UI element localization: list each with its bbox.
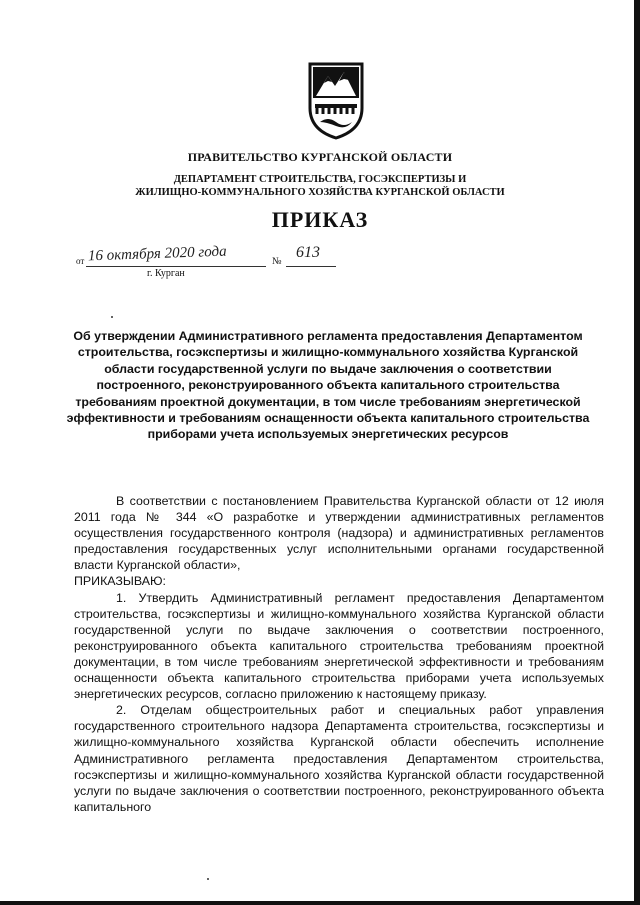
item-1-paragraph: 1. Утвердить Административный регламент предоставления Департаментом строительства, госэкспертизы и жилищно-коммунального хозяйства Курганской области государственной услуги по выдаче заключения о соответствии построенного, реконструированного объекта капитального строительства требованиям проектной документации, в том числе требованиям энергетической эффективности и требованиям оснащенности объекта капитального строительства приборами учета используемых энергетических ресурсов, согласно приложению к настоящему приказу. [74,590,604,702]
department-line-1: ДЕПАРТАМЕНТ СТРОИТЕЛЬСТВА, ГОСЭКСПЕРТИЗЫ И [173,174,467,185]
order-word: ПРИКАЗЫВАЮ: [74,574,166,589]
date-underline [86,266,266,267]
city: г. Курган [147,268,185,279]
scan-speck [111,316,113,318]
number-label: № [272,256,282,267]
preamble-paragraph: В соответствии с постановлением Правительства Курганской области от 12 июля 2011 года № 344 «О разработке и утверждении административных регламентов осуществления государственного контроля (надзора) и административных регламентов предоставления государственных услуг исполнительными органами государственной власти Курганской области», [74,494,604,573]
scan-edge-bottom [0,901,640,905]
item-2-paragraph: 2. Отделам общестроительных работ и специальных работ управления государственного строительного надзора Департамента строительства, госэкспертизы и жилищно-коммунального хозяйства Курганской области обеспечить исполнение Административного регламента предоставления Департаментом строительства, госэкспертизы и жилищно-коммунального хозяйства Курганской области государственной услуги по выдаче заключения о соответствии построенного, реконструированного объекта капитального [74,703,604,814]
department-line-2: ЖИЛИЩНО-КОММУНАЛЬНОГО ХОЗЯЙСТВА КУРГАНСКОЙ ОБЛАСТИ [135,187,505,198]
scan-speck [207,878,209,880]
handwritten-order-number: 613 [296,244,320,261]
order-body [74,493,604,815]
order-title: Об утверждении Административного регламента предоставления Департаментом строительства, госэкспертизы и жилищно-коммунального хозяйства Курганской области государственной услуги по выдаче заключения о соответствии построенного, реконструированного объекта капитального строительства требованиям проектной документации, в том числе требованиям энергетической эффективности и требованиям оснащенности объекта капитального строительства приборами учета используемых энергетических ресурсов [66,329,590,442]
date-prefix: от [76,256,85,266]
document-type-heading: ПРИКАЗ [271,207,369,232]
department-name [0,173,640,199]
government-name: ПРАВИТЕЛЬСТВО КУРГАНСКОЙ ОБЛАСТИ [187,150,453,164]
coat-of-arms-emblem [304,60,368,140]
number-underline [286,266,336,267]
handwritten-date: 16 октября 2020 года [87,243,227,265]
scan-edge-right [634,0,640,905]
